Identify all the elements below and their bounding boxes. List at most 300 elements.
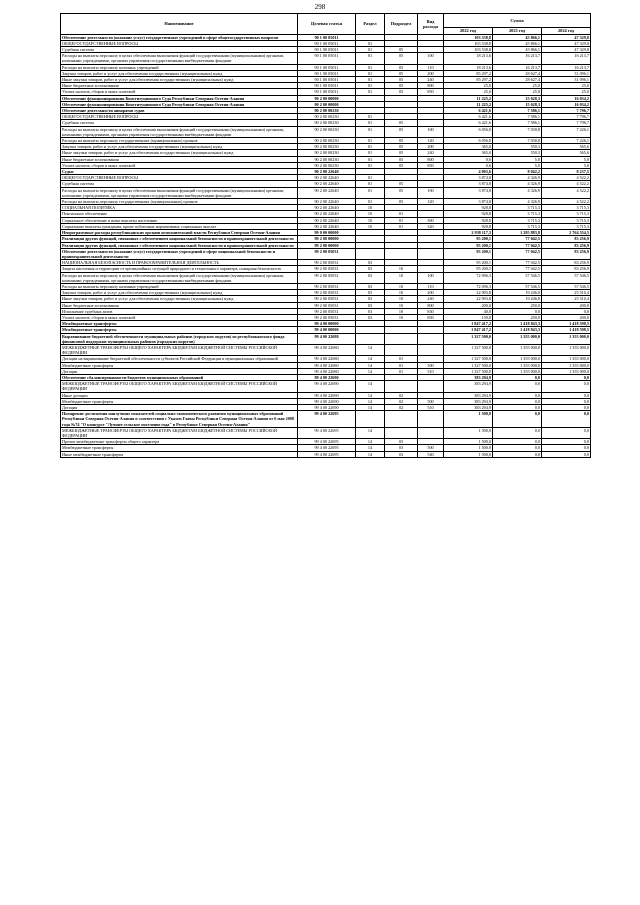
cell-target-code: 90 2 00 00230 (298, 162, 356, 168)
cell-name: Обеспечение деятельности (оказание услуг) государственных учреждений в сфере национальной безопасности и правоохранительной деятельности (61, 248, 298, 259)
col-subsection-header: Подраздел (385, 14, 418, 35)
cell-2023: 7 586,1 (493, 108, 542, 114)
cell-target-code: 99 2 00 00000 (298, 242, 356, 248)
cell-target-code: 99 4 00 22690 (298, 404, 356, 410)
cell-target-code: 90 2 00 00230 (298, 156, 356, 162)
cell-section: 14 (356, 344, 385, 355)
cell-2024: 4 522,2 (542, 181, 591, 187)
cell-target-code: 90 2 00 00000 (298, 95, 356, 101)
cell-section: 14 (356, 445, 385, 451)
cell-section: 03 (356, 290, 385, 296)
cell-2022: 1 847 417,2 (444, 327, 493, 333)
cell-2023: 0,0 (493, 308, 542, 314)
cell-name: Пенсионное обеспечение (61, 211, 298, 217)
cell-expense-type: 540 (418, 451, 444, 457)
cell-section: 01 (356, 120, 385, 126)
cell-target-code: 99 2 00 05031 (298, 296, 356, 302)
cell-2024: 0,0 (542, 427, 591, 438)
cell-2022: 6 421,6 (444, 120, 493, 126)
cell-2022: 383 294,9 (444, 398, 493, 404)
cell-target-code: 90 2 00 00230 (298, 108, 356, 114)
cell-subsection: 02 (385, 392, 418, 398)
cell-section: 14 (356, 439, 385, 445)
cell-2024: 4 522,2 (542, 199, 591, 205)
cell-name: Судебная система (61, 47, 298, 53)
cell-section: 03 (356, 302, 385, 308)
cell-section: 10 (356, 211, 385, 217)
cell-section: 01 (356, 144, 385, 150)
cell-2023: 4 326,9 (493, 181, 542, 187)
cell-2022: 1 327 500,0 (444, 356, 493, 362)
cell-subsection (385, 333, 418, 344)
cell-2024: 83 256,9 (542, 242, 591, 248)
cell-expense-type: 240 (418, 77, 444, 83)
cell-2023: 7 586,1 (493, 120, 542, 126)
cell-subsection: 05 (385, 150, 418, 156)
cell-subsection: 01 (385, 368, 418, 374)
cell-2023: 57 546,5 (493, 272, 542, 283)
cell-2023: 28 627,4 (493, 77, 542, 83)
cell-2024: 565,6 (542, 144, 591, 150)
cell-target-code: 99 2 00 00000 (298, 236, 356, 242)
cell-2022: 1 327 500,0 (444, 368, 493, 374)
cell-section: 01 (356, 40, 385, 46)
cell-expense-type: 800 (418, 156, 444, 162)
cell-2024: 25 510,4 (542, 296, 591, 302)
cell-2023: 1 355 000,0 (493, 344, 542, 355)
cell-expense-type (418, 411, 444, 428)
cell-2023: 57 546,5 (493, 283, 542, 289)
cell-2022: 95 200,1 (444, 260, 493, 266)
cell-2022: 95 200,1 (444, 266, 493, 272)
cell-2022: 1 327 500,0 (444, 362, 493, 368)
cell-name: Выравнивание бюджетной обеспеченности муниципальных районов (городских округов) из республиканского фонда финансовой поддержки муниципальных районов (городских округов) (61, 333, 298, 344)
cell-2023: 4 326,9 (493, 199, 542, 205)
cell-name: СОЦИАЛЬНАЯ ПОЛИТИКА (61, 205, 298, 211)
cell-2022: 18 213,6 (444, 64, 493, 70)
budget-table (60, 13, 591, 458)
cell-2023: 28 627,4 (493, 70, 542, 76)
cell-2024: 25,0 (542, 89, 591, 95)
cell-2023: 7 586,1 (493, 114, 542, 120)
cell-2023: 1 418 843,3 (493, 327, 542, 333)
cell-expense-type: 200 (418, 70, 444, 76)
cell-name: Расходы на выплаты персоналу государственных (муниципальных) органов (61, 138, 298, 144)
cell-2022: 103 538,8 (444, 47, 493, 53)
cell-expense-type: 100 (418, 187, 444, 198)
cell-section: 01 (356, 77, 385, 83)
cell-2023: 1 295 883,8 (493, 230, 542, 236)
cell-expense-type: 500 (418, 398, 444, 404)
cell-subsection: 10 (385, 302, 418, 308)
cell-2024: 200,0 (542, 302, 591, 308)
cell-name: Исполнение судебных актов (61, 308, 298, 314)
cell-2022: 928,8 (444, 223, 493, 229)
cell-name: Расходы на выплаты персоналу казенных учреждений (61, 64, 298, 70)
cell-subsection: 05 (385, 162, 418, 168)
cell-2023: 1 355 000,0 (493, 368, 542, 374)
cell-target-code: 90 2 00 22640 (298, 217, 356, 223)
cell-2024: 2 764 554,5 (542, 230, 591, 236)
cell-subsection: 05 (385, 199, 418, 205)
cell-target-code: 90 2 00 22640 (298, 181, 356, 187)
cell-2022: 103 538,8 (444, 40, 493, 46)
cell-2024: 7 226,1 (542, 138, 591, 144)
cell-2022: 85 297,2 (444, 77, 493, 83)
cell-section: 01 (356, 199, 385, 205)
cell-name: Межбюджетные трансферты (61, 321, 298, 327)
cell-name: Реализация других функций, связанных с обеспечением национальной безопасности и правоохранительной деятельности (61, 236, 298, 242)
cell-section: 03 (356, 266, 385, 272)
cell-target-code: 99 4 00 22690 (298, 381, 356, 392)
cell-expense-type: 850 (418, 162, 444, 168)
cell-expense-type: 500 (418, 445, 444, 451)
cell-2023: 550,3 (493, 144, 542, 150)
cell-expense-type (418, 248, 444, 259)
cell-expense-type (418, 427, 444, 438)
cell-2022: 383 294,9 (444, 374, 493, 380)
cell-2023: 0,0 (493, 439, 542, 445)
cell-target-code: 99 2 00 05031 (298, 266, 356, 272)
cell-2022: 0,6 (444, 156, 493, 162)
cell-2024: 1 418 598,5 (542, 321, 591, 327)
cell-target-code: 90 1 00 05011 (298, 34, 356, 40)
table-row (61, 187, 591, 198)
cell-2023: 3 715,3 (493, 205, 542, 211)
cell-target-code: 90 2 00 00230 (298, 126, 356, 137)
cell-2022: 200,0 (444, 302, 493, 308)
cell-name: Судьи (61, 169, 298, 175)
cell-section (356, 333, 385, 344)
cell-2024: 0,0 (542, 439, 591, 445)
cell-name: Уплата налогов, сборов и иных платежей (61, 89, 298, 95)
cell-2023: 0,0 (493, 404, 542, 410)
cell-target-code: 90 1 00 05011 (298, 53, 356, 64)
cell-2023: 250,0 (493, 314, 542, 320)
cell-2024: 47 329,8 (542, 34, 591, 40)
cell-2022: 6 421,6 (444, 108, 493, 114)
cell-2022: 1 847 417,2 (444, 321, 493, 327)
cell-2024: 7 796,7 (542, 114, 591, 120)
cell-2022: 159,0 (444, 314, 493, 320)
cell-2023: 0,0 (493, 381, 542, 392)
cell-2024: 3 715,3 (542, 223, 591, 229)
cell-2024: 57 546,5 (542, 272, 591, 283)
cell-expense-type: 200 (418, 290, 444, 296)
cell-subsection: 05 (385, 70, 418, 76)
cell-name: Социальные выплаты гражданам, кроме публичных нормативных социальных выплат (61, 223, 298, 229)
cell-2022: 1 500,0 (444, 439, 493, 445)
cell-2022: 928,8 (444, 217, 493, 223)
cell-2023: 45 866,1 (493, 47, 542, 53)
cell-2023: 25,0 (493, 89, 542, 95)
cell-target-code: 90 2 00 00230 (298, 138, 356, 144)
cell-target-code: 99 4 00 22680 (298, 333, 356, 344)
cell-target-code: 99 2 00 05031 (298, 290, 356, 296)
cell-target-code: 99 4 00 22680 (298, 356, 356, 362)
cell-section: 01 (356, 156, 385, 162)
cell-2024: 47 329,8 (542, 47, 591, 53)
cell-2022: 95 200,1 (444, 248, 493, 259)
cell-section: 01 (356, 114, 385, 120)
cell-subsection: 02 (385, 404, 418, 410)
cell-subsection: 05 (385, 47, 418, 53)
cell-target-code: 90 2 00 22640 (298, 223, 356, 229)
cell-subsection: 10 (385, 290, 418, 296)
cell-2023: 77 042,5 (493, 260, 542, 266)
cell-name: Прочие межбюджетные трансферты общего характера (61, 439, 298, 445)
cell-target-code: 99 4 00 22680 (298, 368, 356, 374)
cell-2023: 45 866,1 (493, 34, 542, 40)
cell-target-code: 90 1 00 05011 (298, 70, 356, 76)
cell-section: 14 (356, 392, 385, 398)
cell-expense-type: 100 (418, 53, 444, 64)
cell-expense-type: 500 (418, 362, 444, 368)
cell-2024: 565,6 (542, 150, 591, 156)
cell-name: Судебная система (61, 120, 298, 126)
cell-expense-type (418, 333, 444, 344)
cell-subsection: 05 (385, 138, 418, 144)
cell-subsection: 05 (385, 120, 418, 126)
cell-2023: 77 042,5 (493, 266, 542, 272)
cell-2022: 2 938 117,3 (444, 230, 493, 236)
cell-2023: 45 866,1 (493, 40, 542, 46)
cell-2023: 77 042,5 (493, 248, 542, 259)
cell-target-code: 90 2 00 22640 (298, 187, 356, 198)
cell-section: 14 (356, 362, 385, 368)
cell-name: Обеспечение функционирования Конституционного Суда Республики Северная Осетия-Алания (61, 101, 298, 107)
cell-2024: 0,0 (542, 445, 591, 451)
table-row (61, 427, 591, 438)
cell-2023: 0,0 (493, 427, 542, 438)
cell-section: 01 (356, 175, 385, 181)
cell-section: 14 (356, 368, 385, 374)
cell-2022: 72 096,3 (444, 272, 493, 283)
cell-2022: 18 213,6 (444, 53, 493, 64)
cell-2022: 383 294,9 (444, 381, 493, 392)
cell-name: Расходы на выплаты персоналу в целях обеспечения выполнения функций государственными (муниципальными) органами, казенными учреждениями, органами управления государственными внебюджетными фондами (61, 53, 298, 64)
cell-2022: 928,8 (444, 211, 493, 217)
cell-section (356, 248, 385, 259)
cell-2022: 40,0 (444, 308, 493, 314)
cell-target-code: 90 1 00 05011 (298, 47, 356, 53)
cell-section: 14 (356, 451, 385, 457)
cell-section: 14 (356, 356, 385, 362)
cell-2023: 3 715,3 (493, 211, 542, 217)
cell-section: 01 (356, 64, 385, 70)
cell-section: 01 (356, 83, 385, 89)
table-row (61, 53, 591, 64)
cell-2022: 1 500,0 (444, 427, 493, 438)
cell-name: ОБЩЕГОСУДАРСТВЕННЫЕ ВОПРОСЫ (61, 40, 298, 46)
cell-expense-type: 850 (418, 314, 444, 320)
cell-name: Обеспечение сбалансированности бюджетов муниципальных образований (61, 374, 298, 380)
cell-2023: 15 628,3 (493, 101, 542, 107)
cell-name: Расходы на выплаты персоналу в целях обеспечения выполнения функций государственными (муниципальными) органами, казенными учреждениями, органами управления государственными внебюджетными фондами (61, 272, 298, 283)
cell-2023: 1 355 000,0 (493, 356, 542, 362)
cell-subsection: 01 (385, 356, 418, 362)
cell-2024: 83 256,9 (542, 266, 591, 272)
cell-2022: 0,6 (444, 162, 493, 168)
cell-expense-type: 200 (418, 144, 444, 150)
cell-2023: 16 213,7 (493, 53, 542, 64)
cell-target-code: 90 2 00 00230 (298, 114, 356, 120)
cell-2023: 1 355 000,0 (493, 333, 542, 344)
cell-target-code: 99 4 00 22695 (298, 427, 356, 438)
cell-expense-type: 110 (418, 283, 444, 289)
table-row (61, 411, 591, 428)
cell-name: МЕЖБЮДЖЕТНЫЕ ТРАНСФЕРТЫ ОБЩЕГО ХАРАКТЕРА БЮДЖЕТАМ БЮДЖЕТНОЙ СИСТЕМЫ РОССИЙСКОЙ ФЕДЕРАЦИИ (61, 381, 298, 392)
cell-2024: 4 522,2 (542, 187, 591, 198)
cell-2024: 83 256,9 (542, 260, 591, 266)
cell-target-code: 90 2 00 22640 (298, 211, 356, 217)
cell-2024: 1 355 000,0 (542, 344, 591, 355)
cell-subsection: 01 (385, 223, 418, 229)
cell-2022: 3 874,8 (444, 187, 493, 198)
cell-expense-type: 120 (418, 199, 444, 205)
cell-target-code: 99 4 00 00000 (298, 321, 356, 327)
cell-expense-type: 240 (418, 150, 444, 156)
cell-name: Иные бюджетные ассигнования (61, 83, 298, 89)
cell-2023: 1 418 843,3 (493, 321, 542, 327)
cell-2023: 0,0 (493, 398, 542, 404)
cell-2024: 200,0 (542, 314, 591, 320)
cell-expense-type: 510 (418, 368, 444, 374)
cell-target-code: 90 1 00 05011 (298, 77, 356, 83)
cell-subsection: 05 (385, 187, 418, 198)
cell-2022: 25,0 (444, 83, 493, 89)
cell-2022: 365,0 (444, 150, 493, 156)
table-row (61, 333, 591, 344)
col-expense-type-header: Вид расхода (418, 14, 444, 35)
cell-target-code: 99 4 00 22695 (298, 451, 356, 457)
cell-section (356, 411, 385, 428)
cell-2023: 19 246,0 (493, 296, 542, 302)
cell-2022: 3 874,8 (444, 175, 493, 181)
cell-2023: 77 042,5 (493, 242, 542, 248)
cell-name: Иные дотации (61, 392, 298, 398)
cell-name: Непрограммные расходы республиканских органов исполнительной власти Республики Северная Осетия-Алания (61, 230, 298, 236)
cell-name: Иные бюджетные ассигнования (61, 156, 298, 162)
cell-target-code: 90 2 00 22640 (298, 205, 356, 211)
cell-expense-type: 300 (418, 217, 444, 223)
cell-subsection: 03 (385, 451, 418, 457)
cell-2024: 1 355 000,0 (542, 356, 591, 362)
cell-2024: 3 715,3 (542, 205, 591, 211)
cell-target-code: 99 4 00 22690 (298, 374, 356, 380)
cell-target-code: 90 2 00 00230 (298, 120, 356, 126)
cell-2022: 928,8 (444, 205, 493, 211)
cell-2024: 3 715,3 (542, 217, 591, 223)
col-year-2023-header: 2023 год (493, 28, 542, 35)
cell-name: Дотации (61, 368, 298, 374)
cell-2024: 1 355 000,0 (542, 368, 591, 374)
cell-name: Иные бюджетные ассигнования (61, 302, 298, 308)
cell-2022: 3 874,8 (444, 181, 493, 187)
cell-2022: 1 500,0 (444, 451, 493, 457)
cell-2023: 0,0 (493, 374, 542, 380)
cell-2022: 383 294,9 (444, 404, 493, 410)
cell-2024: 0,0 (542, 381, 591, 392)
cell-name: Обеспечение деятельности (оказание услуг) государственных учреждений в сфере общегосударственных вопросов (61, 34, 298, 40)
cell-name: Межбюджетные трансферты (61, 362, 298, 368)
cell-subsection: 05 (385, 181, 418, 187)
table-row (61, 451, 591, 457)
cell-subsection: 10 (385, 283, 418, 289)
cell-name: ОБЩЕГОСУДАРСТВЕННЫЕ ВОПРОСЫ (61, 175, 298, 181)
cell-2022: 6 056,0 (444, 138, 493, 144)
cell-name: Расходы на выплаты персоналу казенных учреждений (61, 283, 298, 289)
cell-2023: 77 042,5 (493, 236, 542, 242)
cell-section: 10 (356, 223, 385, 229)
cell-2023: 250,0 (493, 302, 542, 308)
cell-expense-type: 120 (418, 138, 444, 144)
cell-target-code: 99 4 00 22695 (298, 439, 356, 445)
cell-2022: 6 056,0 (444, 126, 493, 137)
cell-name: ОБЩЕГОСУДАРСТВЕННЫЕ ВОПРОСЫ (61, 114, 298, 120)
cell-section: 03 (356, 308, 385, 314)
cell-target-code: 99 2 00 05031 (298, 308, 356, 314)
cell-target-code: 99 4 00 00000 (298, 327, 356, 333)
cell-2023: 0,0 (493, 451, 542, 457)
cell-subsection: 10 (385, 314, 418, 320)
table-row (61, 381, 591, 392)
cell-subsection: 05 (385, 53, 418, 64)
cell-target-code: 99 4 00 22690 (298, 392, 356, 398)
cell-name: Реализация других функций, связанных с обеспечением национальной безопасности и правоохранительной деятельности (61, 242, 298, 248)
cell-2024: 47 329,8 (542, 40, 591, 46)
cell-2022: 95 200,1 (444, 236, 493, 242)
cell-2023: 3 715,3 (493, 217, 542, 223)
cell-2022: 103 538,8 (444, 34, 493, 40)
cell-2024: 57 546,5 (542, 283, 591, 289)
cell-2022: 365,0 (444, 144, 493, 150)
cell-section: 14 (356, 427, 385, 438)
cell-2023: 5,0 (493, 156, 542, 162)
cell-2024: 7 226,1 (542, 126, 591, 137)
cell-name: Уплата налогов, сборов и иных платежей (61, 162, 298, 168)
cell-name: Закупка товаров, работ и услуг для обеспечения государственных (муниципальных) нужд (61, 290, 298, 296)
cell-name: Иные закупки товаров, работ и услуг для обеспечения государственных (муниципальных) нужд (61, 296, 298, 302)
cell-2023: 4 326,9 (493, 175, 542, 181)
cell-2024: 25 510,4 (542, 290, 591, 296)
cell-expense-type (418, 381, 444, 392)
cell-target-code: 90 2 00 00230 (298, 144, 356, 150)
cell-2024: 4 522,2 (542, 175, 591, 181)
cell-2022: 11 225,2 (444, 95, 493, 101)
cell-2023: 19 246,0 (493, 290, 542, 296)
cell-2024: 1 355 000,0 (542, 362, 591, 368)
cell-expense-type: 800 (418, 302, 444, 308)
cell-subsection: 10 (385, 272, 418, 283)
cell-2023: 1 355 000,0 (493, 362, 542, 368)
cell-2023: 8 042,2 (493, 169, 542, 175)
cell-section: 14 (356, 404, 385, 410)
cell-2024: 3 715,3 (542, 211, 591, 217)
cell-2024: 16 213,7 (542, 64, 591, 70)
cell-target-code: 99 2 00 05031 (298, 283, 356, 289)
cell-name: МЕЖБЮДЖЕТНЫЕ ТРАНСФЕРТЫ ОБЩЕГО ХАРАКТЕРА БЮДЖЕТАМ БЮДЖЕТНОЙ СИСТЕМЫ РОССИЙСКОЙ ФЕДЕРАЦИИ (61, 344, 298, 355)
cell-section: 01 (356, 187, 385, 198)
cell-name: Судебная система (61, 181, 298, 187)
cell-subsection (385, 344, 418, 355)
cell-expense-type: 800 (418, 83, 444, 89)
cell-2024: 0,0 (542, 451, 591, 457)
cell-expense-type: 850 (418, 89, 444, 95)
cell-2023: 25,0 (493, 83, 542, 89)
cell-name: Уплата налогов, сборов и иных платежей (61, 314, 298, 320)
cell-2022: 1 327 500,0 (444, 344, 493, 355)
